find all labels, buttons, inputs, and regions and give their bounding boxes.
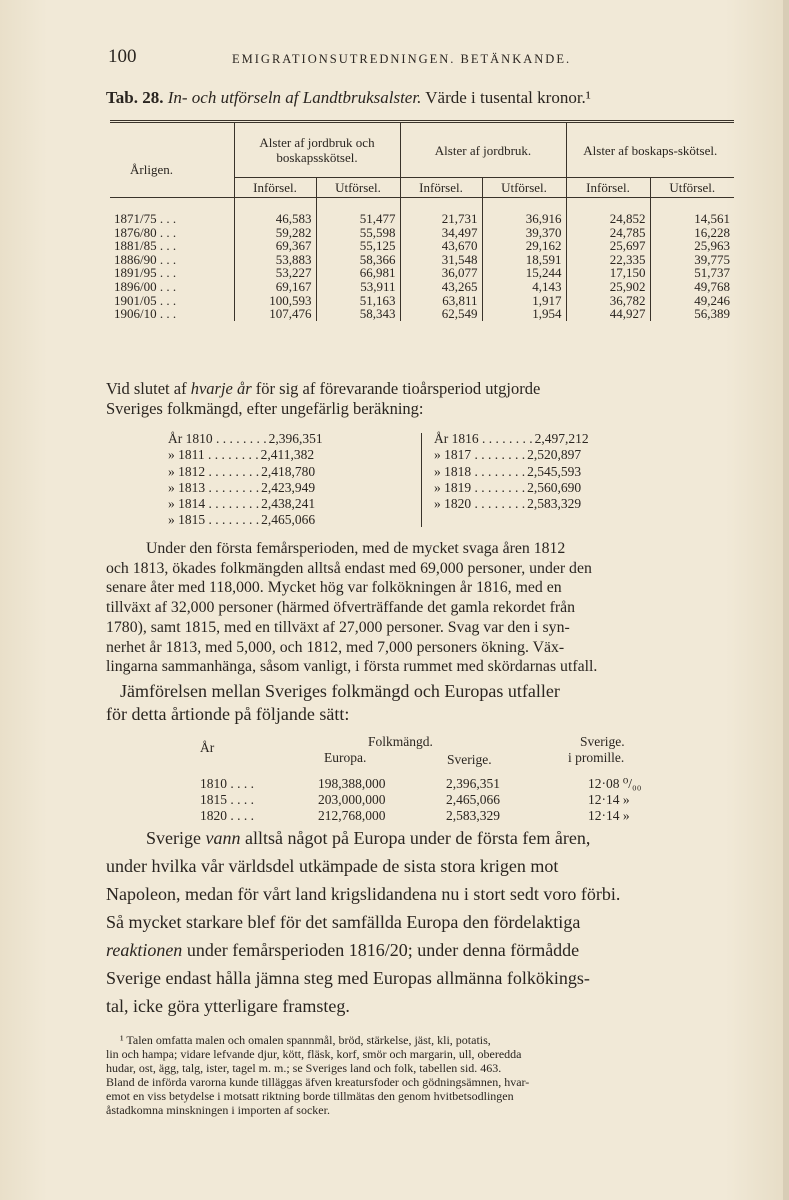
- value-cell: 24,852: [566, 198, 650, 226]
- paragraph-3-line-7: tal, icke göra ytterligare framsteg.: [106, 996, 350, 1016]
- table-label: Tab. 28.: [106, 88, 164, 107]
- population-entry: » 1815 . . . . . . . . 2,465,066: [168, 512, 316, 528]
- period-cell: 1876/80 . . .: [114, 224, 177, 240]
- value-cell: 36,916: [482, 198, 566, 226]
- subheader: Utförsel.: [650, 178, 734, 198]
- value-cell: 25,902: [566, 280, 650, 294]
- value-cell: 31,548: [400, 253, 482, 267]
- paragraph-3-line-2: under hvilka vår världsdel utkämpade de sista stora krigen mot: [106, 856, 559, 876]
- paragraph-3-line-1: Sverige vann alltså något på Europa under de första fem åren,: [146, 828, 591, 848]
- table-caption: [106, 88, 591, 108]
- paragraph-3-line-4: Så mycket starkare blef för det samfällda Europa den fördelaktiga: [106, 912, 581, 932]
- text-line: nerhet år 1813, med 5,000, och 1812, med 7,000 personers ökning. Väx-: [106, 638, 565, 656]
- value-cell: 29,162: [482, 239, 566, 253]
- value-cell: 58,366: [316, 253, 400, 267]
- value-cell: 43,670: [400, 239, 482, 253]
- population-entry: » 1812 . . . . . . . . 2,418,780: [168, 463, 316, 479]
- paragraph-1: [106, 539, 736, 677]
- text-line: Bland de införda varorna kunde tilläggas äfven kreatursfoder och gödningsämnen, hvar-: [106, 1075, 530, 1089]
- value-cell: 44,927: [566, 307, 650, 321]
- value-cell: 25,963: [650, 239, 734, 253]
- subheader: Utförsel.: [482, 178, 566, 198]
- population-list-right: [434, 431, 674, 512]
- value-cell: 53,227: [234, 266, 316, 280]
- comp-share-header: Sverige.: [580, 734, 625, 749]
- page-edge: [783, 0, 789, 1200]
- period-cell: 1891/95 . . .: [114, 265, 177, 281]
- table-row: [110, 294, 734, 308]
- table-row: [110, 226, 734, 240]
- value-cell: 15,244: [482, 266, 566, 280]
- comparison-promille: 12·14 »: [588, 792, 630, 807]
- value-cell: 107,476: [234, 307, 316, 321]
- population-entry: » 1819 . . . . . . . . 2,560,690: [434, 479, 582, 495]
- text-line: ¹ Talen omfatta malen och omalen spannmål, bröd, stärkelse, jäst, kli, potatis,: [120, 1033, 491, 1047]
- value-cell: 34,497: [400, 226, 482, 240]
- value-cell: 56,389: [650, 307, 734, 321]
- comparison-sverige: 2,583,329: [446, 808, 500, 823]
- period-cell: 1896/00 . . .: [114, 278, 177, 294]
- column-divider: [421, 433, 422, 527]
- value-cell: 43,265: [400, 280, 482, 294]
- year-header: Årligen.: [110, 122, 234, 198]
- comp-share-header-2: i promille.: [568, 750, 625, 765]
- value-cell: 25,697: [566, 239, 650, 253]
- intro-line-2: Sveriges folkmängd, efter ungefärlig beräkning:: [106, 399, 424, 418]
- table-row: [110, 253, 734, 267]
- comp-year-header: År: [200, 740, 215, 755]
- text-line: lin och hampa; vidare lefvande djur, kött, fläsk, korf, smör och margarin, ull, oberedda: [106, 1047, 522, 1061]
- population-entry: » 1814 . . . . . . . . 2,438,241: [168, 496, 316, 512]
- comparison-europa: 212,768,000: [318, 808, 386, 823]
- text-line: tillväxt af 32,000 personer (härmed öfverträffande det gamla rekordet från: [106, 599, 576, 617]
- population-entry: » 1817 . . . . . . . . 2,520,897: [434, 447, 582, 463]
- text-line: hudar, ost, ägg, talg, ister, tagel m. m.; se Sveriges land och folk, tabellen sid. 463.: [106, 1061, 502, 1075]
- footnote: [106, 1033, 736, 1117]
- value-cell: 1,954: [482, 307, 566, 321]
- value-cell: 63,811: [400, 294, 482, 308]
- comparison-table: [200, 734, 660, 823]
- value-cell: 49,768: [650, 280, 734, 294]
- text-line: emot en viss betydelse i motsatt riktning borde tillmätas den genom hvitbetsodlingen: [106, 1089, 514, 1103]
- population-entry: » 1811 . . . . . . . . 2,411,382: [168, 447, 315, 463]
- comparison-sverige: 2,465,066: [446, 792, 500, 807]
- text-line: Jämförelsen mellan Sveriges folkmängd och Europas utfaller: [120, 681, 560, 701]
- page-number: 100: [108, 46, 137, 67]
- text-line: åstadkomna minskningen i importen af socker.: [106, 1103, 330, 1117]
- paragraph-3-line-3: Napoleon, medan för vårt land krigslidandena nu i stort sedt voro förbi.: [106, 884, 621, 904]
- population-entry: År 1816 . . . . . . . . 2,497,212: [434, 431, 589, 446]
- comparison-year: 1815 . . . .: [200, 792, 254, 807]
- period-cell: 1871/75 . . .: [114, 211, 177, 226]
- value-cell: 100,593: [234, 294, 316, 308]
- period-cell: 1901/05 . . .: [114, 292, 177, 308]
- value-cell: 69,367: [234, 239, 316, 253]
- comparison-row: [200, 792, 660, 808]
- paragraph-2: [106, 680, 736, 725]
- table-row: [110, 307, 734, 321]
- text-line: Under den första femårsperioden, med de mycket svaga åren 1812: [146, 540, 566, 557]
- table-title: In- och utförseln af Landtbruksalster.: [167, 88, 422, 107]
- subheader: Införsel.: [566, 178, 650, 198]
- value-cell: 62,549: [400, 307, 482, 321]
- comp-folk-header: Folkmängd.: [368, 734, 433, 749]
- value-cell: 39,370: [482, 226, 566, 240]
- value-cell: 51,163: [316, 294, 400, 308]
- value-cell: 16,228: [650, 226, 734, 240]
- text-line: för detta årtionde på följande sätt:: [106, 703, 350, 724]
- comparison-row: [200, 776, 660, 792]
- value-cell: 17,150: [566, 266, 650, 280]
- text-line: senare åter med 118,000. Mycket hög var folkökningen år 1816, med en: [106, 579, 562, 597]
- text-line: och 1813, ökades folkmängden alltså endast med 69,000 personer, under den: [106, 559, 592, 577]
- value-cell: 66,981: [316, 266, 400, 280]
- comp-europa-header: Europa.: [324, 750, 367, 765]
- table-unit-note: Värde i tusental kronor.¹: [425, 88, 591, 107]
- paragraph-3-line-5: reaktionen under femårsperioden 1816/20; under denna förmådde: [106, 940, 580, 960]
- text-line: 1780), samt 1815, med en tillväxt af 27,000 personer. Svag var den i syn-: [106, 618, 570, 636]
- value-cell: 51,477: [316, 198, 400, 226]
- population-list-left: [168, 431, 408, 529]
- group-header-2: Alster af jordbruk.: [400, 122, 566, 178]
- table-row: [110, 198, 734, 226]
- value-cell: 36,782: [566, 294, 650, 308]
- value-cell: 14,561: [650, 198, 734, 226]
- population-entry: » 1820 . . . . . . . . 2,583,329: [434, 496, 582, 512]
- value-cell: 53,883: [234, 253, 316, 267]
- comparison-sverige: 2,396,351: [446, 776, 500, 791]
- period-cell: 1886/90 . . .: [114, 251, 177, 267]
- table-row: [110, 280, 734, 294]
- text-line: lingarna sammanhänga, såsom vanligt, i första rummet med skördarnas utfall.: [106, 658, 598, 676]
- period-cell: 1881/85 . . .: [114, 238, 177, 254]
- running-title: EMIGRATIONSUTREDNINGEN. BETÄNKANDE.: [232, 52, 572, 66]
- comparison-row: [200, 808, 660, 824]
- value-cell: 22,335: [566, 253, 650, 267]
- trade-table: [110, 120, 734, 321]
- comparison-year: 1810 . . . .: [200, 776, 254, 791]
- value-cell: 51,737: [650, 266, 734, 280]
- value-cell: 24,785: [566, 226, 650, 240]
- value-cell: 21,731: [400, 198, 482, 226]
- value-cell: 36,077: [400, 266, 482, 280]
- group-header-1: Alster af jordbruk och boskapsskötsel.: [234, 122, 400, 178]
- value-cell: 39,775: [650, 253, 734, 267]
- value-cell: 58,343: [316, 307, 400, 321]
- population-entry: » 1813 . . . . . . . . 2,423,949: [168, 479, 316, 495]
- value-cell: 1,917: [482, 294, 566, 308]
- comparison-europa: 203,000,000: [318, 792, 386, 807]
- comparison-year: 1820 . . . .: [200, 808, 254, 823]
- comp-sverige-header: Sverige.: [447, 752, 492, 767]
- population-entry: År 1810 . . . . . . . . 2,396,351: [168, 431, 323, 446]
- paragraph-3-line-6: Sverige endast hålla jämna steg med Europas allmänna folkökings-: [106, 968, 590, 988]
- comparison-promille: 12·14 »: [588, 808, 630, 823]
- value-cell: 69,167: [234, 280, 316, 294]
- value-cell: 55,125: [316, 239, 400, 253]
- value-cell: 55,598: [316, 226, 400, 240]
- comparison-europa: 198,388,000: [318, 776, 386, 791]
- value-cell: 49,246: [650, 294, 734, 308]
- table-row: [110, 239, 734, 253]
- comparison-promille: 12·08 ⁰/₀₀: [588, 776, 642, 791]
- value-cell: 46,583: [234, 198, 316, 226]
- subheader: Utförsel.: [316, 178, 400, 198]
- subheader: Införsel.: [400, 178, 482, 198]
- value-cell: 4,143: [482, 280, 566, 294]
- subheader: Införsel.: [234, 178, 316, 198]
- value-cell: 59,282: [234, 226, 316, 240]
- value-cell: 53,911: [316, 280, 400, 294]
- population-entry: » 1818 . . . . . . . . 2,545,593: [434, 463, 582, 479]
- value-cell: 18,591: [482, 253, 566, 267]
- period-cell: 1906/10 . . .: [114, 306, 177, 322]
- group-header-3: Alster af boskaps-skötsel.: [566, 122, 734, 178]
- table-row: [110, 266, 734, 280]
- intro-line-1: Vid slutet af hvarje år för sig af förevarande tioårsperiod utgjorde: [106, 379, 541, 398]
